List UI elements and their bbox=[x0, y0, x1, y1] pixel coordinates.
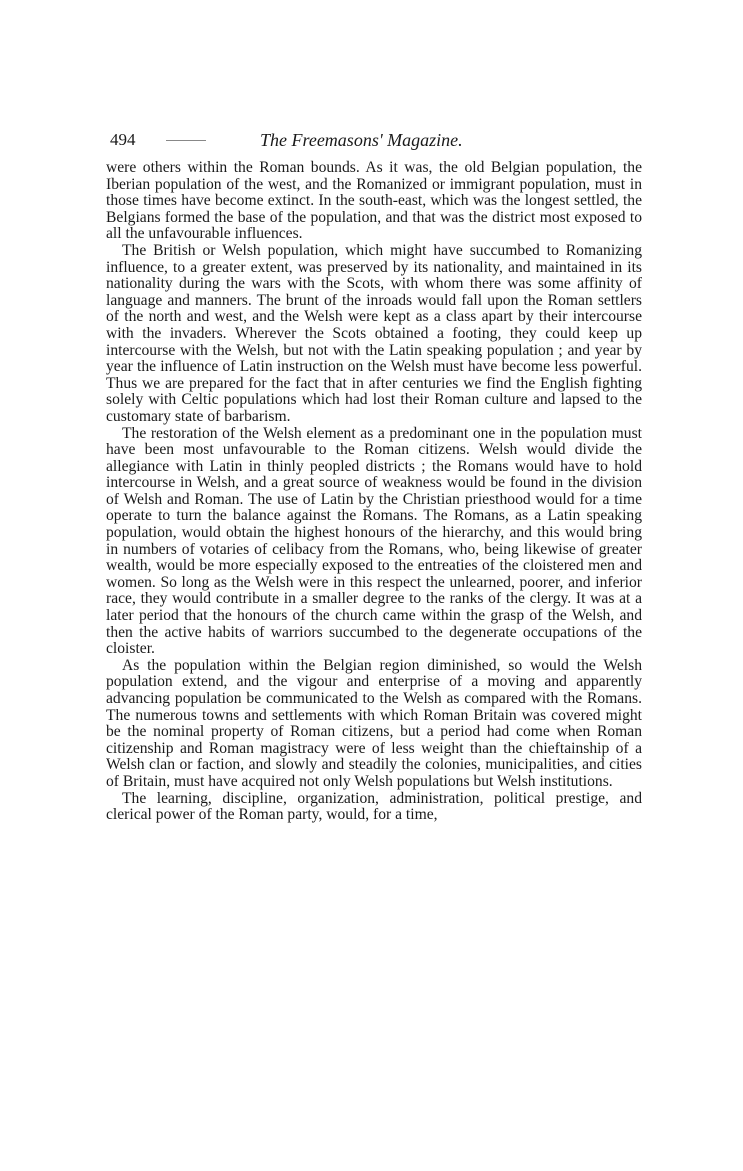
paragraph: The restoration of the Welsh element as a predominant one in the population must have been most unfavourable to the Roman citizens. Welsh would divide the allegiance with Latin in thinly peopled districts ; the Romans would have to hold intercourse in Welsh, and a great source of weakness would be found in the division of Welsh and Roman. The use of Latin by the Christian priesthood would for a time operate to turn the balance against the Romans. The Romans, as a Latin speaking population, would obtain the highest honours of the hierarchy, and this would bring in numbers of votaries of celibacy from the Romans, who, being likewise of greater wealth, would be more especially exposed to the entreaties of the cloistered men and women. So long as the Welsh were in this respect the unlearned, poorer, and inferior race, they would contribute in a smaller degree to the ranks of the clergy. It was at a later period that the honours of the church came within the grasp of the Welsh, and then the active habits of warriors succumbed to the degenerate occupations of the cloister. bbox=[106, 424, 642, 658]
paragraph: The learning, discipline, organization, administration, political prestige, and clerical power of the Roman party, would, for a time, bbox=[106, 789, 642, 824]
paragraph: were others within the Roman bounds. As it was, the old Belgian population, the Iberian population of the west, and the Romanized or immigrant population, must in those times have become extinct. In the south-east, which was the longest settled, the Belgians formed the base of the population, and that was the district most exposed to all the unfavourable influences. bbox=[106, 159, 642, 243]
journal-title: The Freemasons' Magazine. bbox=[260, 130, 463, 150]
header-rule bbox=[166, 140, 206, 141]
paragraph: As the population within the Belgian region diminished, so would the Welsh population extend, and the vigour and enterprise of a moving and apparently advancing population be communicated to the Welsh as compared with the Romans. The numerous towns and settlements with which Roman Britain was covered might be the nominal property of Roman citizens, but a period had come when Roman citizenship and Roman magistracy were of less weight than the chieftainship of a Welsh clan or faction, and slowly and steadily the colonies, municipalities, and cities of Britain, must have acquired not only Welsh populations but Welsh institutions. bbox=[106, 656, 642, 790]
running-head bbox=[110, 130, 642, 154]
paragraph: The British or Welsh population, which might have succumbed to Romanizing influence, to a greater extent, was preserved by its nationality, and maintained in its nationality during the wars with the Scots, with whom there was some affinity of language and manners. The brunt of the inroads would fall upon the Roman settlers of the north and west, and the Welsh were kept as a class apart by their intercourse with the invaders. Wherever the Scots obtained a footing, they could keep up intercourse with the Welsh, but not with the Latin speaking population ; and year by year the influence of Latin instruction on the Welsh must have become less powerful. Thus we are prepared for the fact that in after centuries we find the English fighting solely with Celtic populations which had lost their Roman culture and lapsed to the customary state of barbarism. bbox=[106, 241, 642, 425]
page-number: 494 bbox=[110, 130, 136, 149]
article-body bbox=[106, 160, 642, 824]
